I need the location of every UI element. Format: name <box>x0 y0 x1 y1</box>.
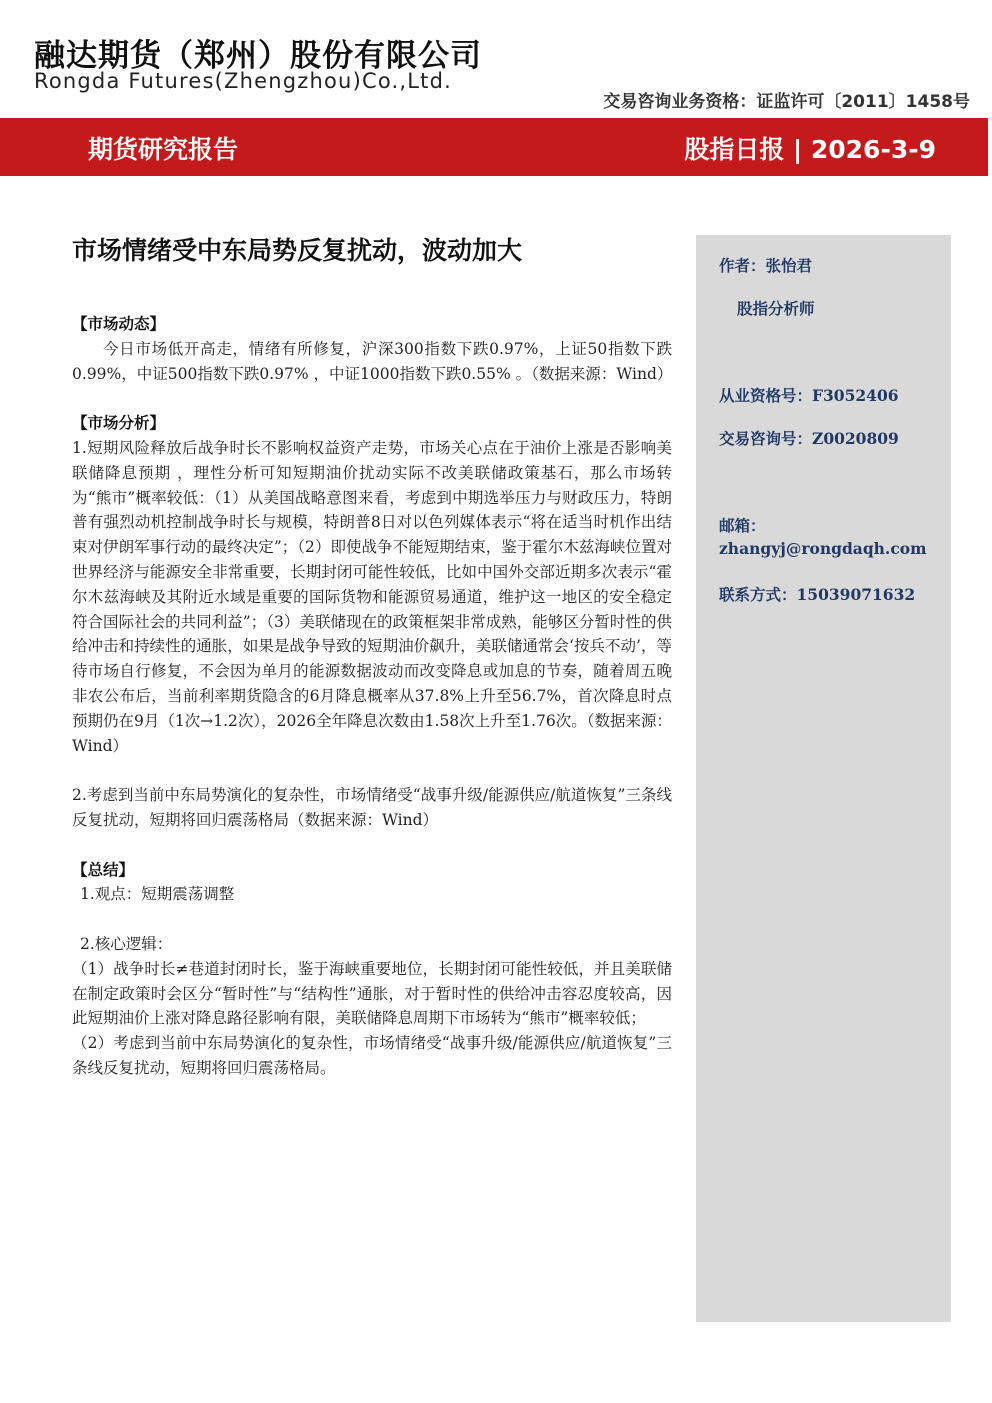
report-title: 市场情绪受中东局势反复扰动，波动加大 <box>72 236 523 265</box>
email-address[interactable]: zhangyj@rongdaqh.com <box>719 539 927 558</box>
consult-label: 交易咨询号： <box>719 429 813 448</box>
summary-logic-1: （1）战争时长≠巷道封闭时长，鉴于海峡重要地位，长期封闭可能性较低，并且美联储在制定政策时会区分“暂时性”与“结构性”通胀，对于暂时性的供给冲击容忍度较高，因此短期油价上涨对降息路径影响有限，美联储降息周期下市场转为“熊市”概率较低； <box>72 959 672 1028</box>
contact-label: 联系方式： <box>719 585 797 604</box>
author-name: 张怡君 <box>765 256 813 275</box>
report-body <box>72 312 672 1081</box>
license-info: 交易咨询业务资格：证监许可〔2011〕1458号 <box>603 92 970 112</box>
author-line <box>719 254 812 276</box>
contact-number: 15039071632 <box>796 585 916 604</box>
summary-heading: 【总结】 <box>72 859 135 879</box>
email-label: 邮箱： <box>719 516 766 535</box>
author-label: 作者： <box>719 256 766 275</box>
market-analysis-point-1: 1.短期风险释放后战争时长不影响权益资产走势，市场关心点在于油价上涨是否影响美联储降息预期 ，理性分析可知短期油价扰动实际不改美联储政策基石，那么市场转为“熊市”概率较低：（1）从美国战略意图来看，考虑到中期选举压力与财政压力，特朗普有强烈动机控制战争时长与规模，特朗普8日对以色列媒体表示“将在适当时机作出结束对伊朗军事行动的最终决定”；（2）即使战争不能短期结束，鉴于霍尔木兹海峡位置对世界经济与能源安全非常重要，长期封闭可能性较低，比如中国外交部近期多次表示“霍尔木兹海峡及其附近水域是重要的国际货物和能源贸易通道，维护这一地区的安全稳定符合国际社会的共同利益”；（3）美联储现在的政策框架非常成熟，能够区分暂时性的供给冲击和持续性的通胀，如果是战争导致的短期油价飙升，美联储通常会‘按兵不动’，等待市场自行修复，不会因为单月的能源数据波动而改变降息或加息的节奏，随着周五晚非农公布后，当前利率期货隐含的6月降息概率从37.8%上升至56.7%，首次降息时点预期仍在9月（1次→1.2次），2026全年降息次数由1.58次上升至1.76次。（数据来源：Wind） <box>72 438 672 755</box>
author-sidebar <box>696 235 951 1322</box>
summary-logic-heading: 2.核心逻辑： <box>80 934 173 953</box>
market-analysis-heading: 【市场分析】 <box>72 413 166 433</box>
summary-view: 1.观点：短期震荡调整 <box>80 885 235 904</box>
market-analysis-point-2: 2.考虑到当前中东局势演化的复杂性，市场情绪受“战事升级/能源供应/航道恢复”三条线反复扰动，短期将回归震荡格局（数据来源：Wind） <box>72 786 672 829</box>
report-banner <box>0 118 988 176</box>
summary-logic-2: （2）考虑到当前中东局势演化的复杂性，市场情绪受“战事升级/能源供应/航道恢复”三条线反复扰动，短期将回归震荡格局。 <box>72 1034 672 1077</box>
author-title: 股指分析师 <box>737 299 815 318</box>
report-date: 股指日报 | 2026-3-9 <box>684 135 936 164</box>
market-dynamic-text: 今日市场低开高走，情绪有所修复，沪深300指数下跌0.97%，上证50指数下跌0.99%，中证500指数下跌0.97% ，中证1000指数下跌0.55% 。（数据来源：Wind） <box>72 339 673 383</box>
company-name-cn: 融达期货（郑州）股份有限公司 <box>34 38 482 74</box>
market-dynamic-heading: 【市场动态】 <box>72 314 166 333</box>
company-name-en: Rongda Futures(Zhengzhou)Co.,Ltd. <box>34 69 452 93</box>
report-type: 期货研究报告 <box>88 135 239 164</box>
consult-number: Z0020809 <box>812 429 899 448</box>
qualification-number: F3052406 <box>812 386 899 405</box>
qualification-line <box>719 384 899 406</box>
contact-line <box>719 583 915 605</box>
qualification-label: 从业资格号： <box>719 386 813 405</box>
consult-line <box>719 427 899 449</box>
